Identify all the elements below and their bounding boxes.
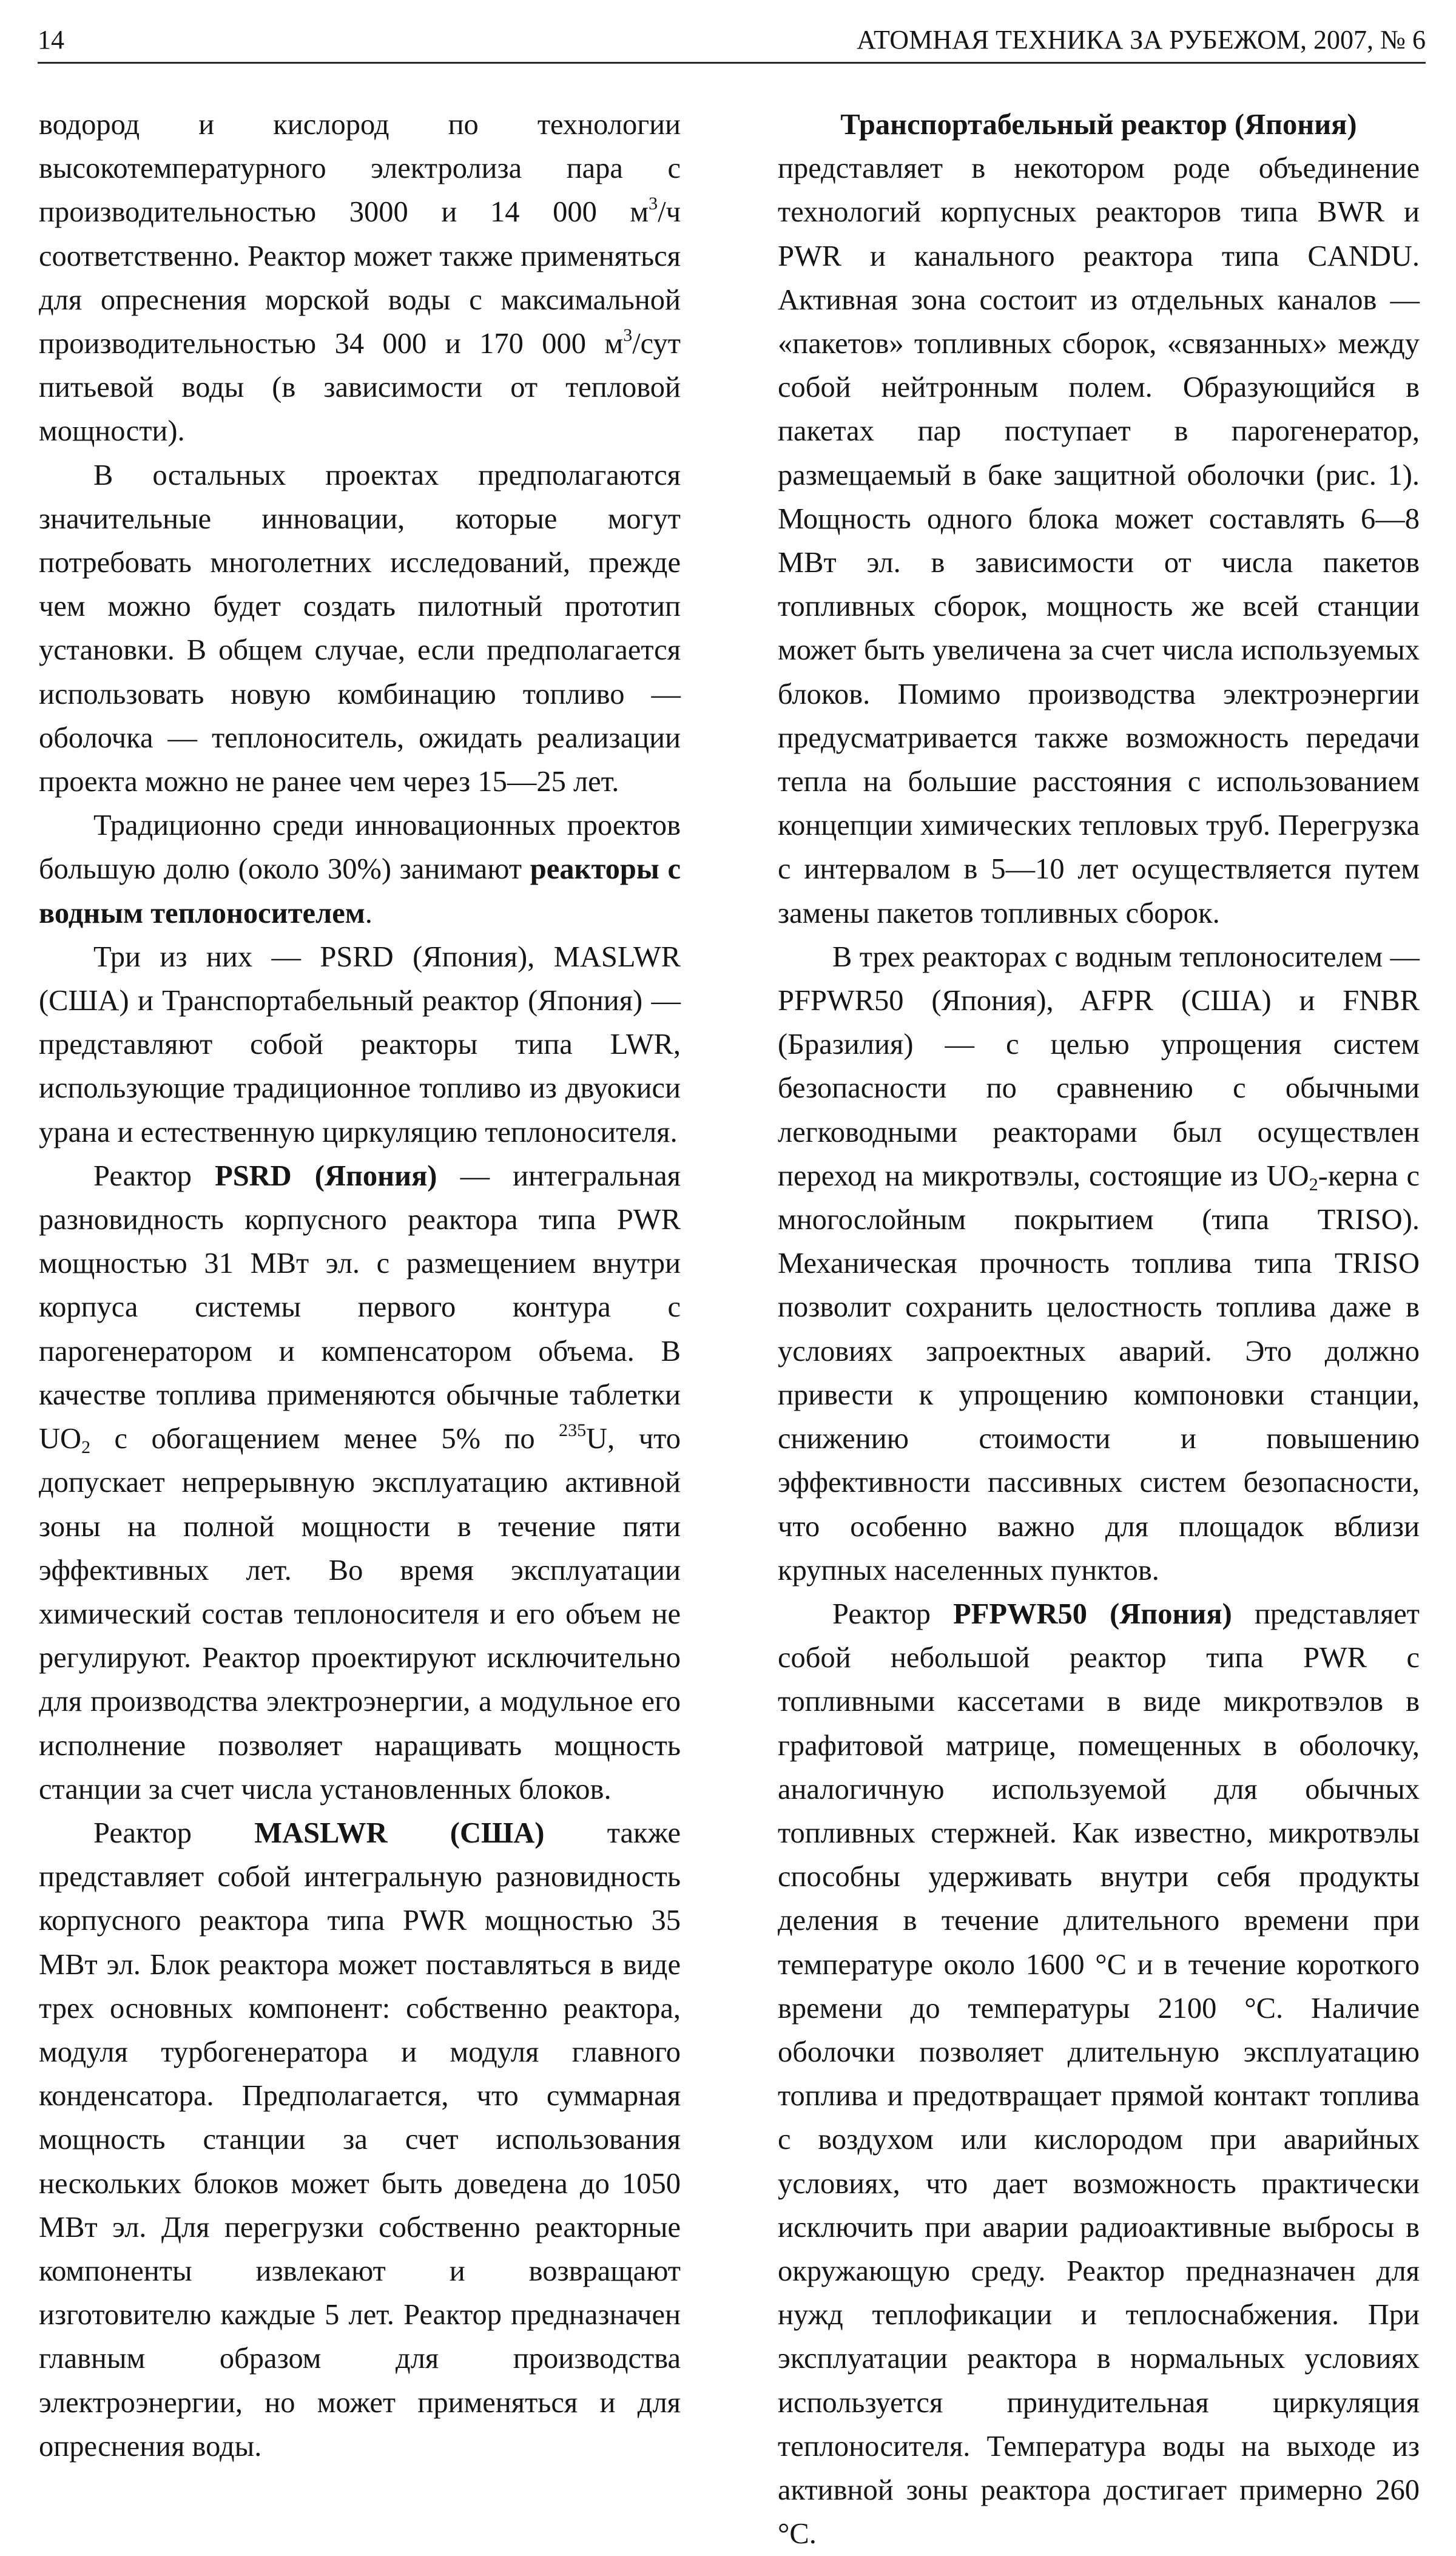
- paragraph-transportable-title: Транспортабельный реактор (Япония): [840, 109, 1357, 141]
- journal-title: АТОМНАЯ ТЕХНИКА ЗА РУБЕЖОМ, 2007, № 6: [857, 25, 1426, 55]
- page-header: [38, 18, 1426, 64]
- page-number: 14: [38, 25, 64, 55]
- left-column: [39, 103, 681, 2469]
- paragraph-transportable-reactor: представляет в некотором роде объединение технологий корпусных реакторов типа BWR и PWR и канального реактора типа CANDU. Активная зона состоит из отдельных каналов — «пакетов» топливных сборок, «связанных» между собой нейтронным полем. Образующийся в пакетах пар поступает в парогенератор, размещаемый в баке защитной оболочки (рис. 1). Мощность одного блока может составлять 6—8 МВт эл. в зависимости от числа пакетов топливных сборок, мощность же всей станции может быть увеличена за счет числа используемых блоков. Помимо производства электроэнергии предусматривается также возможность передачи тепла на большие расстояния с использованием концепции химических тепловых труб. Перегрузка с интервалом в 5—10 лет осуществляется путем замены пакетов топливных сборок.: [778, 152, 1420, 929]
- paragraph-water-cooled-share: Традиционно среди инновационных проектов большую долю (около 30%) занимают реакторы с водным теплоносителем.: [39, 809, 681, 929]
- paragraph-maslwr: Реактор MASLWR (США) также представляет собой интегральную разновидность корпусного реактора типа PWR мощностью 35 МВт эл. Блок реактора может поставляться в виде трех основных компонент: собственно реактора, модуля турбогенератора и модуля главного конденсатора. Предполагается, что суммарная мощность станции за счет использования нескольких блоков может быть доведена до 1050 МВт эл. Для перегрузки собственно реакторные компоненты извлекают и возвращают изготовителю каждые 5 лет. Реактор предназначен главным образом для производства электроэнергии, но может применяться и для опреснения воды.: [39, 1816, 681, 2463]
- paragraph-hydrogen-production: водород и кислород по технологии высокотемпературного электролиза пара с производительностью 3000 и 14 000 $м^3/ч$ соответственно. Реактор может также применяться для опреснения морской воды с максимальной производительностью 34 000 и 170 000 $м^3$/сут питьевой воды (в зависимости от тепловой мощности).: [39, 109, 681, 448]
- paragraph-pfpwr50: Реактор PFPWR50 (Япония) представляет собой небольшой реактор типа PWR с топливными кассетами в виде микротвэлов в графитовой матрице, помещенных в оболочку, аналогичную используемой для обычных топливных стержней. Как известно, микротвэлы способны удерживать внутри себя продукты деления в течение длительного времени при температуре около 1600 °С и в течение короткого времени до температуры 2100 °С. Наличие оболочки позволяет длительную эксплуатацию топлива и предотвращает прямой контакт топлива с воздухом или кислородом при аварийных условиях, что дает возможность практически исключить при аварии радиоактивные выбросы в окружающую среду. Реактор предназначен для нужд теплофикации и теплоснабжения. При эксплуатации реактора в нормальных условиях используется принудительная циркуляция теплоносителя. Температура воды на выходе из активной зоны реактора достигает примерно 260 °С.: [778, 1597, 1420, 2551]
- paragraph-three-lwr: Три из них — PSRD (Япония), MASLWR (США) и Транспортабельный реактор (Япония) — представляют собой реакторы типа LWR, использующие традиционное топливо из двуокиси урана и естественную циркуляцию теплоносителя.: [39, 940, 681, 1148]
- paragraph-microfuel-reactors: В трех реакторах с водным теплоносителем — PFPWR50 (Япония), AFPR (США) и FNBR (Бразилия) — с целью упрощения систем безопасности по сравнению с обычными легководными реакторами был осуществлен переход на микротвэлы, состоящие из $UO_2$-керна с многослойным покрытием (типа TRISO). Механическая прочность топлива типа TRISO позволит сохранить целостность топлива даже в условиях запроектных аварий. Это должно привести к упрощению компоновки станции, снижению стоимости и повышению эффективности пассивных систем безопасности, что особенно важно для площадок вблизи крупных населенных пунктов.: [778, 940, 1420, 1587]
- right-column: [778, 103, 1420, 2556]
- paragraph-innovations: В остальных проектах предполагаются значительные инновации, которые могут потребовать многолетних исследований, прежде чем можно будет создать пилотный прототип установки. В общем случае, если предполагается использовать новую комбинацию топливо — оболочка — теплоноситель, ожидать реализации проекта можно не ранее чем через 15—25 лет.: [39, 459, 681, 798]
- paragraph-psrd: Реактор PSRD (Япония) — интегральная разновидность корпусного реактора типа PWR мощностью 31 МВт эл. с размещением внутри корпуса системы первого контура с парогенератором и компенсатором объема. В качестве топлива применяются обычные таблетки $UO_2$ с обогащением менее 5% по $^{235}$U, что допускает непрерывную эксплуатацию активной зоны на полной мощности в течение пяти эффективных лет. Во время эксплуатации химический состав теплоносителя и его объем не регулируют. Реактор проектируют исключительно для производства электроэнергии, а модульное его исполнение позволяет наращивать мощность станции за счет числа установленных блоков.: [39, 1159, 681, 1806]
